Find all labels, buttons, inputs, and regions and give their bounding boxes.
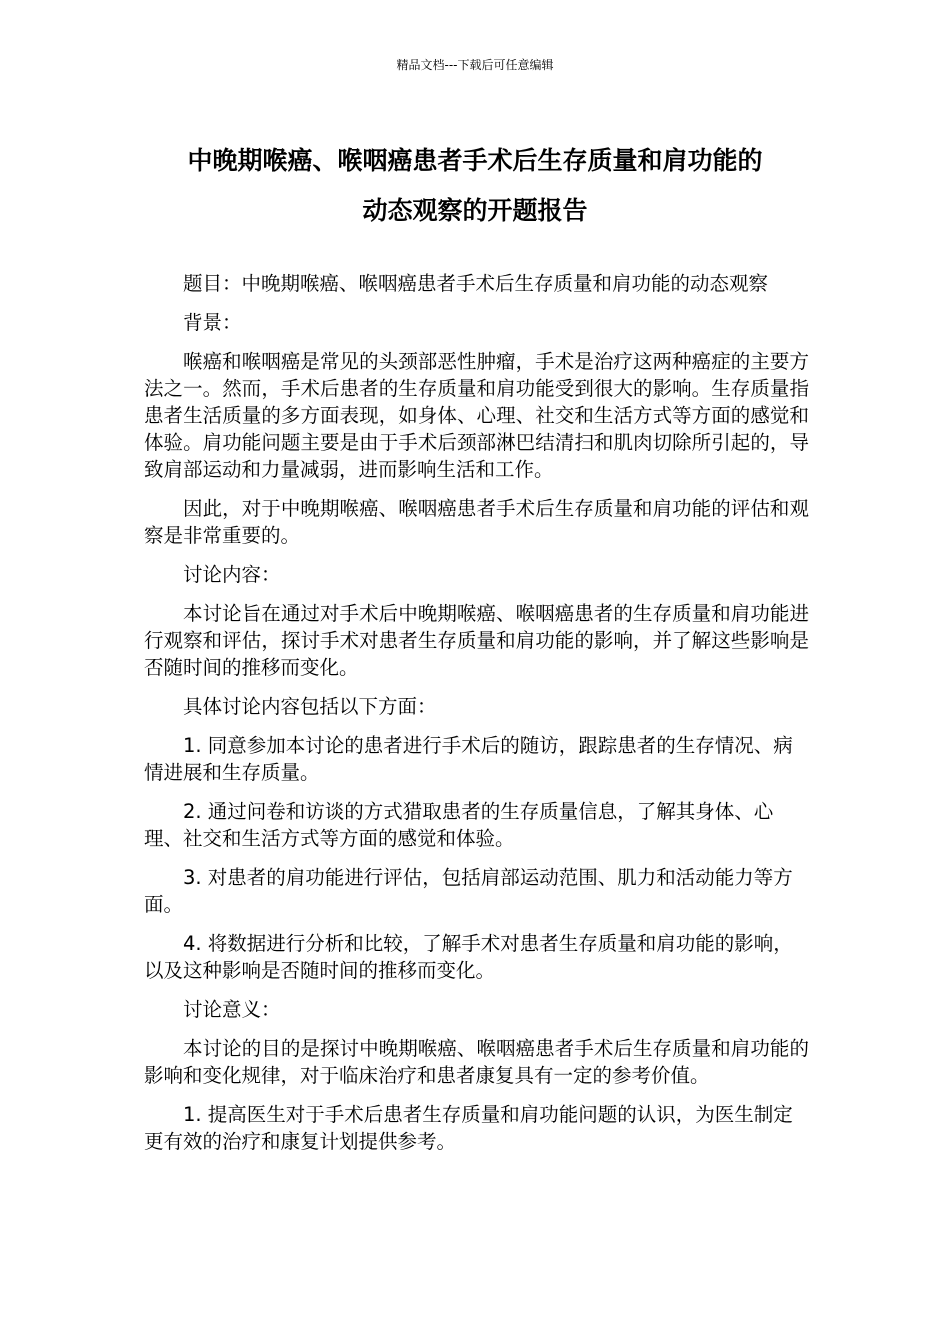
- background-paragraph: 喉癌和喉咽癌是常见的头颈部恶性肿瘤，手术是治疗这两种癌症的主要方法之一。然而，手术后患者的生存质量和肩功能受到很大的影响。生存质量指患者生活质量的多方面表现，如身体、心理、社交和生活方式等方面的感觉和体验。肩功能问题主要是由于手术后颈部淋巴结清扫和肌肉切除所引起的，导致肩部运动和力量减弱，进而影响生活和工作。: [144, 350, 809, 481]
- significance-paragraph: 本讨论的目的是探讨中晚期喉癌、喉咽癌患者手术后生存质量和肩功能的影响和变化规律，对于临床治疗和患者康复具有一定的参考价值。: [144, 1037, 809, 1087]
- document-title-line-1: 中晚期喉癌、喉咽癌患者手术后生存质量和肩功能的: [187, 146, 763, 175]
- discussion-paragraph: 本讨论旨在通过对手术后中晚期喉癌、喉咽癌患者的生存质量和肩功能进行观察和评估，探讨手术对患者生存质量和肩功能的影响，并了解这些影响是否随时间的推移而变化。: [144, 602, 809, 679]
- section-heading-background: 背景：: [183, 311, 242, 334]
- section-heading-significance: 讨论意义：: [183, 998, 281, 1021]
- discussion-list-item-3: 3. 对患者的肩功能进行评估，包括肩部运动范围、肌力和活动能力等方面。: [144, 866, 793, 916]
- document-title: [138, 136, 812, 236]
- discussion-list-item-1: 1. 同意参加本讨论的患者进行手术后的随访，跟踪患者的生存情况、病情进展和生存质量。: [144, 734, 793, 784]
- discussion-list-item-2: 2. 通过问卷和访谈的方式猎取患者的生存质量信息，了解其身体、心理、社交和生活方式等方面的感觉和体验。: [144, 800, 774, 850]
- topic-paragraph: 题目：中晚期喉癌、喉咽癌患者手术后生存质量和肩功能的动态观察: [183, 272, 769, 295]
- document-body: [144, 270, 809, 1167]
- discussion-list-intro: 具体讨论内容包括以下方面：: [183, 695, 437, 718]
- discussion-list-item-4: 4. 将数据进行分析和比较，了解手术对患者生存质量和肩功能的影响，以及这种影响是否随时间的推移而变化。: [144, 932, 793, 982]
- background-conclusion-paragraph: 因此，对于中晚期喉癌、喉咽癌患者手术后生存质量和肩功能的评估和观察是非常重要的。: [144, 497, 809, 547]
- section-heading-discussion: 讨论内容：: [183, 563, 281, 586]
- document-title-line-2: 动态观察的开题报告: [362, 196, 588, 225]
- page-header: 精品文档---下载后可任意编辑: [396, 58, 554, 72]
- significance-list-item-1: 1. 提高医生对于手术后患者生存质量和肩功能问题的认识，为医生制定更有效的治疗和康复计划提供参考。: [144, 1103, 793, 1153]
